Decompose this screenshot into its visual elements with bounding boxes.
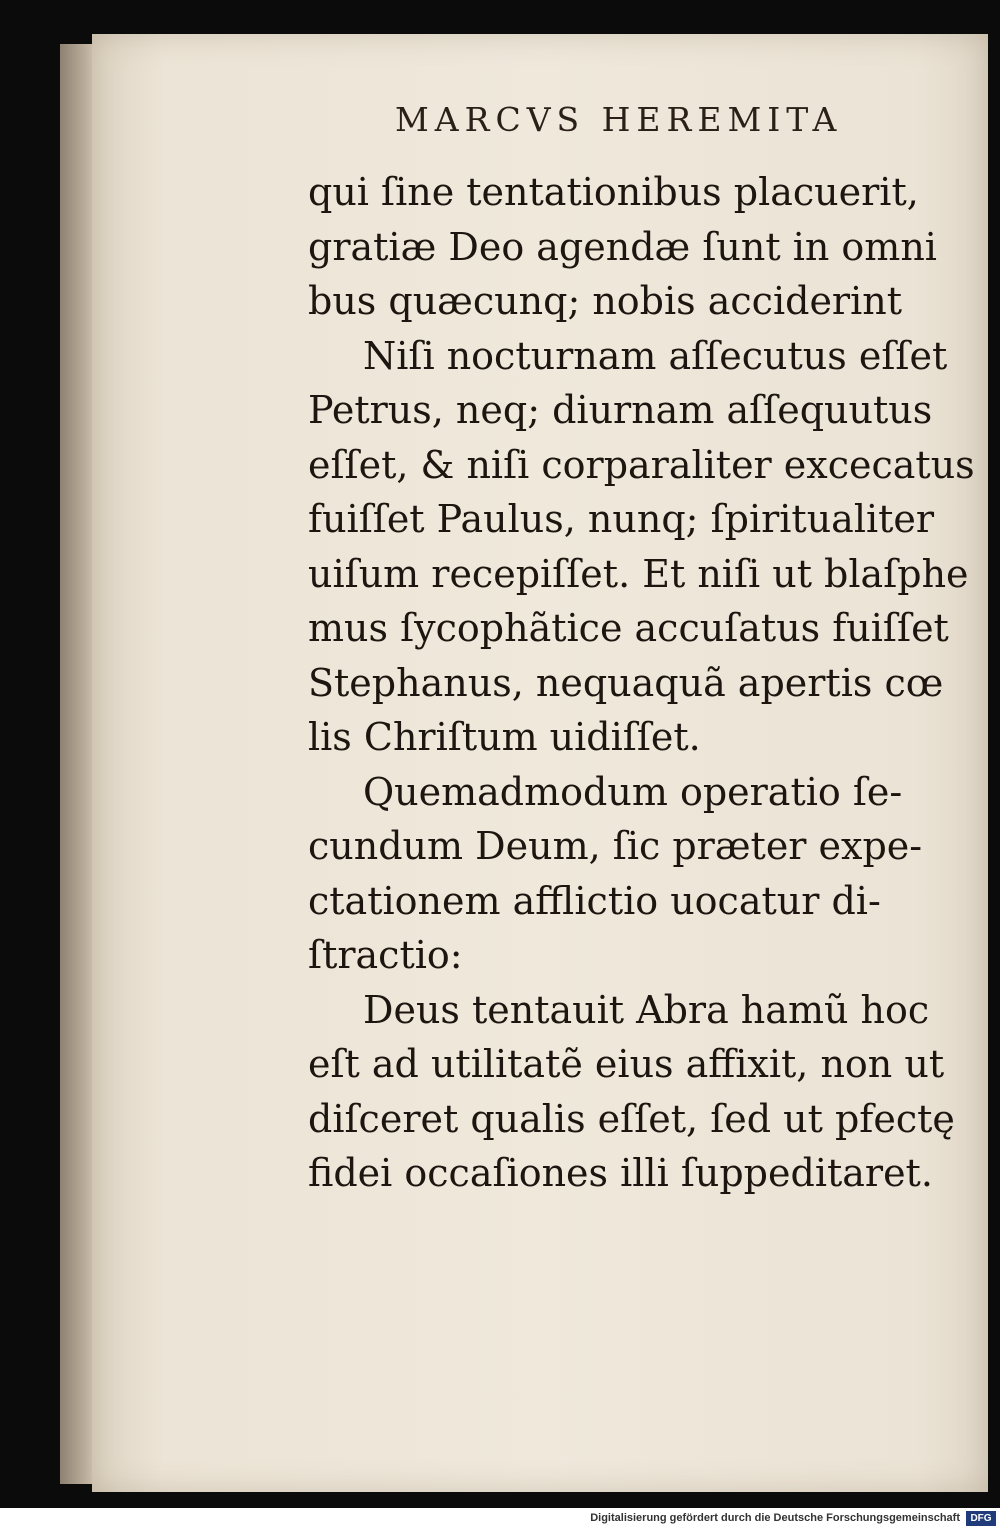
text-line: lis Chriſtum uidiſſet. xyxy=(308,715,701,759)
text-line: Petrus, neq; diurnam aſſequutus xyxy=(308,388,933,432)
text-line: uiſum recepiſſet. Et niſi ut blaſphe xyxy=(308,551,969,596)
text-line: Stephanus, nequaquã apertis cœ xyxy=(308,660,944,705)
text-line: fidei occaſiones illi ſuppeditaret. xyxy=(308,1151,933,1195)
text-line: ſtractio: xyxy=(308,933,463,977)
text-line: fuiſſet Paulus, nunq; ſpiritualiter xyxy=(308,497,935,541)
funding-credit: Digitalisierung gefördert durch die Deutsche Forschungsgemeinschaft xyxy=(590,1512,960,1524)
body-text xyxy=(308,165,975,1201)
text-line: qui ſine tentationibus placuerit, xyxy=(308,170,919,214)
text-line: bus quæcunq; nobis acciderint xyxy=(308,279,902,323)
text-line: gratiæ Deo agendæ ſunt in omni xyxy=(308,224,937,269)
text-line: mus ſycophãtice accuſatus fuiſſet xyxy=(308,606,949,650)
text-line: eſſet, & niſi corparaliter excecatus xyxy=(308,442,975,487)
text-line: ctationem afflictio uocatur di- xyxy=(308,878,881,923)
text-line: eſt ad utilitatẽ eius affixit, non ut xyxy=(308,1042,945,1086)
text-line: Quemadmodum operatio ſe- xyxy=(363,769,903,814)
dfg-logo[interactable]: DFG xyxy=(966,1511,996,1526)
text-line: Niſi nocturnam aſſecutus eſſet xyxy=(363,333,948,378)
footer-bar xyxy=(0,1508,1000,1531)
text-line: cundum Deum, ſic præter expe- xyxy=(308,824,923,868)
text-line: diſceret qualis eſſet, ſed ut pfectę xyxy=(308,1096,955,1141)
text-line: Deus tentauit Abra hamũ hoc xyxy=(363,987,930,1032)
running-head: MARCVS HEREMITA xyxy=(395,100,843,139)
